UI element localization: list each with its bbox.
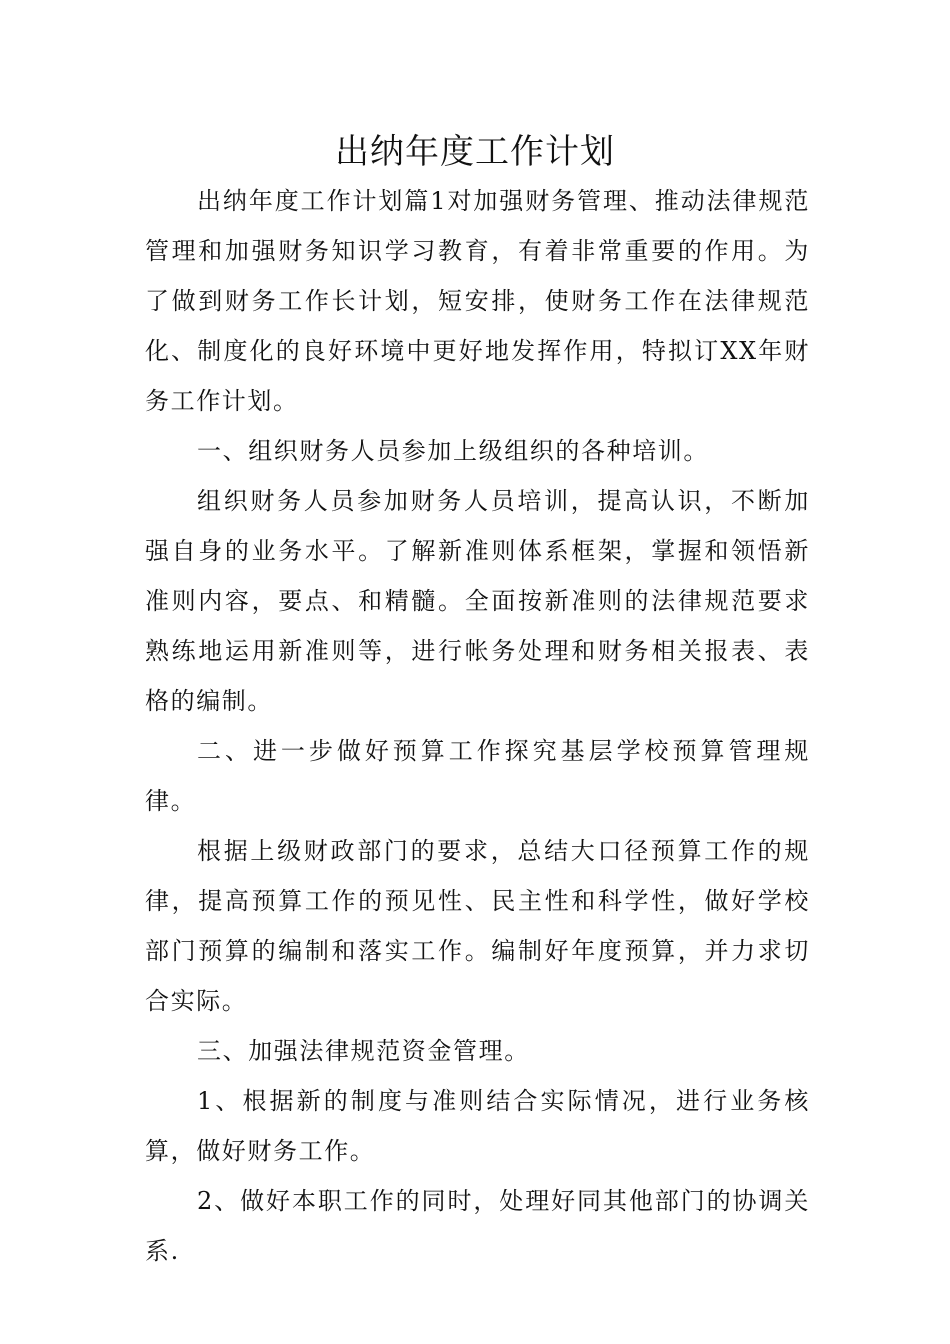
list-item-2: 2、做好本职工作的同时，处理好同其他部门的协调关系. xyxy=(145,1187,810,1265)
section-heading-2: 二、进一步做好预算工作探究基层学校预算管理规律。 xyxy=(145,737,810,815)
document-title: 出纳年度工作计划 xyxy=(335,132,615,172)
paragraph-intro: 出纳年度工作计划篇1对加强财务管理、推动法律规范管理和加强财务知识学习教育，有着非常重要的作用。为了做到财务工作长计划，短安排，使财务工作在法律规范化、制度化的良好环境中更好地发挥作用，特拟订XX年财务工作计划。 xyxy=(145,187,810,415)
list-item-1: 1、根据新的制度与准则结合实际情况，进行业务核算，做好财务工作。 xyxy=(145,1087,810,1165)
paragraph-training: 组织财务人员参加财务人员培训，提高认识，不断加强自身的业务水平。了解新准则体系框架，掌握和领悟新准则内容，要点、和精髓。全面按新准则的法律规范要求熟练地运用新准则等，进行帐务处理和财务相关报表、表格的编制。 xyxy=(145,487,810,715)
section-heading-3: 三、加强法律规范资金管理。 xyxy=(197,1037,530,1065)
section-heading-1: 一、组织财务人员参加上级组织的各种培训。 xyxy=(197,437,709,465)
document-body xyxy=(145,176,810,1276)
paragraph-budget: 根据上级财政部门的要求，总结大口径预算工作的规律，提高预算工作的预见性、民主性和科学性，做好学校部门预算的编制和落实工作。编制好年度预算，并力求切合实际。 xyxy=(145,837,810,1015)
